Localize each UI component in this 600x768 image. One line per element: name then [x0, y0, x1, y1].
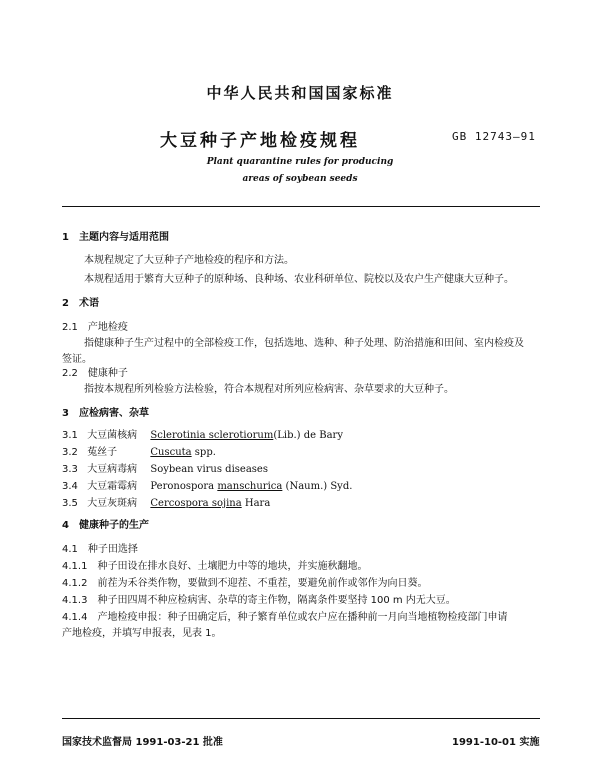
pest-item	[62, 443, 216, 458]
section-4-1-title: 4.1 种子田选择	[62, 544, 138, 555]
pest-number: 3.1	[62, 430, 78, 441]
effective-date: 1991-10-01 实施	[452, 737, 540, 748]
pest-latin-name: Peronospora manschurica (Naum.) Syd.	[150, 481, 353, 492]
pest-item	[62, 494, 270, 509]
section-2-2-title: 2.2 健康种子	[62, 368, 128, 379]
section-2-1-title: 2.1 产地检疫	[62, 322, 128, 333]
section-2-1-text-line-1: 指健康种子生产过程中的全部检疫工作，包括选地、选种、种子处理、防治措施和田间、室内检疫及	[84, 338, 524, 349]
bottom-divider	[62, 718, 540, 719]
section-1-heading: 1 主题内容与适用范围	[62, 232, 169, 243]
section-4-1-2: 4.1.2 前茬为禾谷类作物，要做到不迎茬、不重茬，要避免前作或邻作为向日葵。	[62, 578, 428, 589]
section-2-1-text-line-2: 签证。	[62, 354, 92, 365]
pest-number: 3.4	[62, 481, 78, 492]
english-title-line-1: Plant quarantine rules for producing	[206, 157, 394, 167]
standard-number: GB 12743—91	[452, 130, 536, 143]
approval-date: 国家技术监督局 1991-03-21 批准	[62, 737, 223, 748]
pest-chinese-name: 大豆霜霉病	[87, 481, 138, 492]
document-title: 大豆种子产地检疫规程	[160, 131, 360, 151]
section-4-heading: 4 健康种子的生产	[62, 520, 149, 531]
pest-chinese-name: 大豆病毒病	[87, 464, 138, 475]
pest-item	[62, 477, 352, 492]
pest-number: 3.2	[62, 447, 78, 458]
section-4-1-4-line-2: 产地检疫，并填写申报表，见表 1。	[62, 628, 222, 639]
pest-latin-name: Cercospora sojina Hara	[150, 498, 271, 509]
pest-number: 3.5	[62, 498, 78, 509]
pest-item	[62, 460, 268, 475]
section-4-1-3: 4.1.3 种子田四周不种应检病害、杂草的寄主作物，隔离条件要坚持 100 m 内无大豆。	[62, 595, 456, 606]
national-standard-heading: 中华人民共和国国家标准	[206, 84, 394, 102]
pest-latin-name: Cuscuta spp.	[150, 447, 216, 458]
section-2-heading: 2 术语	[62, 298, 99, 309]
section-1-paragraph-1: 本规程规定了大豆种子产地检疫的程序和方法。	[84, 255, 294, 266]
section-3-heading: 3 应检病害、杂草	[62, 408, 149, 419]
section-1-paragraph-2: 本规程适用于繁育大豆种子的原种场、良种场、农业科研单位、院校以及农户生产健康大豆种子。	[84, 274, 514, 285]
pest-chinese-name: 大豆灰斑病	[87, 498, 138, 509]
pest-chinese-name: 菟丝子	[87, 447, 118, 458]
pest-latin-name: Sclerotinia sclerotiorum(Lib.) de Bary	[150, 430, 343, 441]
pest-number: 3.3	[62, 464, 78, 475]
pest-item	[62, 426, 343, 441]
pest-chinese-name: 大豆菌核病	[87, 430, 138, 441]
pest-latin-name: Soybean virus diseases	[150, 464, 268, 475]
section-2-2-text: 指按本规程所列检验方法检验，符合本规程对所列应检病害、杂草要求的大豆种子。	[84, 384, 454, 395]
english-title-line-2: areas of soybean seeds	[242, 174, 358, 184]
top-divider	[62, 206, 540, 207]
section-4-1-4-line-1: 4.1.4 产地检疫申报：种子田确定后，种子繁育单位或农户应在播种前一月向当地植物检疫部门申请	[62, 612, 508, 623]
section-4-1-1: 4.1.1 种子田设在排水良好、土壤肥力中等的地块，并实施秋翻地。	[62, 561, 368, 572]
